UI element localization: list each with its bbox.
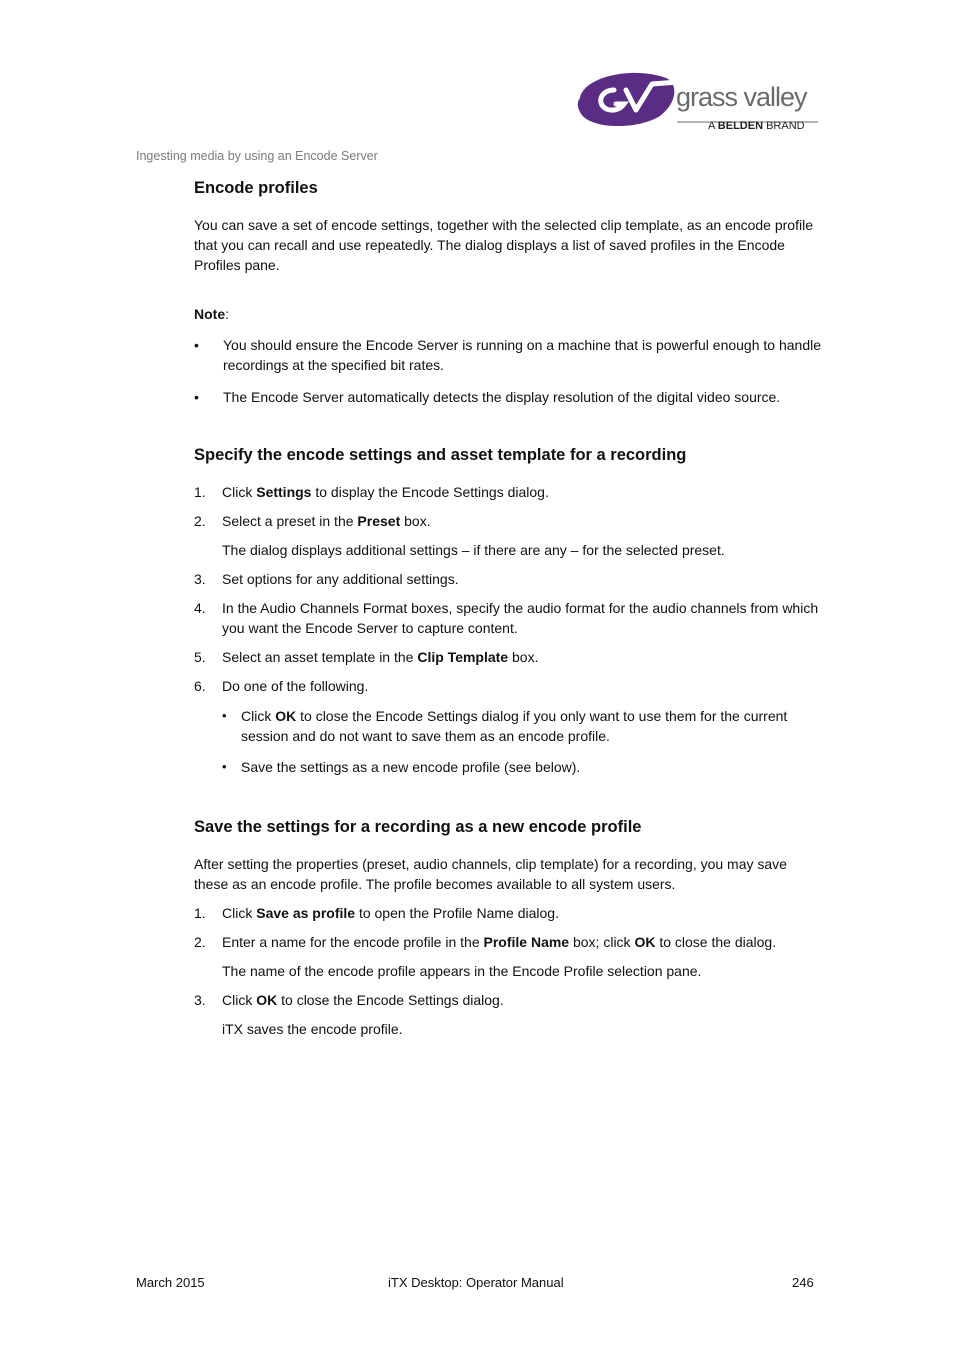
step-number: 1.	[194, 484, 206, 500]
step-number: 5.	[194, 649, 206, 665]
bullet-icon: •	[222, 759, 227, 774]
ui-term: OK	[634, 934, 656, 950]
section-intro: After setting the properties (preset, audio channels, clip template) for a recording, you may save these as an encode profile. The profile becomes available to all system users.	[194, 856, 787, 892]
tagline-prefix: A	[708, 120, 715, 132]
step-text-post: to close the dialog.	[655, 934, 777, 950]
note-list	[194, 335, 824, 407]
step-text-post: to open the Profile Name dialog.	[355, 905, 559, 921]
note-label-text: Note	[194, 306, 226, 322]
note-colon: :	[225, 306, 230, 322]
option-text-pre: Click	[241, 708, 276, 724]
footer-page-number: 246	[792, 1275, 814, 1290]
step-item	[194, 598, 824, 638]
intro-paragraph: You can save a set of encode settings, together with the selected clip template, as an encode profile that you can recall and use repeatedly. The dialog displays a list of saved profiles in the Encode Profiles pane.	[194, 217, 813, 273]
step-number: 3.	[194, 992, 206, 1008]
step-item	[194, 990, 824, 1039]
step-text: Do one of the following.	[222, 678, 369, 694]
step-number: 4.	[194, 600, 206, 616]
tagline-brand: BELDEN	[717, 120, 764, 132]
step-item	[194, 647, 824, 667]
step-result: The dialog displays additional settings – if there are any – for the selected preset.	[222, 542, 725, 558]
step-text-post: to close the Encode Settings dialog.	[277, 992, 504, 1008]
step-item	[194, 932, 824, 981]
heading-encode-profiles: Encode profiles	[194, 179, 318, 197]
step-number: 1.	[194, 905, 206, 921]
step-text-pre: Select an asset template in the	[222, 649, 418, 665]
option-text-post: to close the Encode Settings dialog if you only want to use them for the current session and do not want to save them as an encode profile.	[241, 708, 788, 744]
ui-term: Clip Template	[417, 649, 509, 665]
step-result: iTX saves the encode profile.	[222, 1021, 403, 1037]
tagline-suffix: BRAND	[766, 120, 805, 132]
ui-term: Save as profile	[256, 905, 356, 921]
footer-title: iTX Desktop: Operator Manual	[388, 1275, 564, 1290]
step-text-pre: Click	[222, 992, 257, 1008]
step-text-post: to display the Encode Settings dialog.	[311, 484, 549, 500]
step-text-pre: Click	[222, 905, 257, 921]
note-text: You should ensure the Encode Server is running on a machine that is powerful enough to handle recordings at the specified bit rates.	[223, 337, 822, 373]
list-item	[194, 335, 824, 375]
bullet-icon: •	[194, 337, 199, 353]
option-item	[222, 757, 824, 777]
brand-wordmark: grass valley	[676, 82, 807, 112]
page-body	[194, 176, 824, 1048]
ui-term: Settings	[256, 484, 312, 500]
ui-term: Profile Name	[483, 934, 570, 950]
step-result: The name of the encode profile appears in the Encode Profile selection pane.	[222, 963, 702, 979]
step-number: 2.	[194, 513, 206, 529]
step-number: 3.	[194, 571, 206, 587]
running-head: Ingesting media by using an Encode Server	[136, 149, 378, 163]
list-item	[194, 387, 824, 407]
option-text: Save the settings as a new encode profile (see below).	[241, 759, 581, 775]
step-number: 2.	[194, 934, 206, 950]
step-text-mid: box; click	[569, 934, 635, 950]
heading-specify-settings: Specify the encode settings and asset template for a recording	[194, 446, 687, 464]
step-text: Set options for any additional settings.	[222, 571, 459, 587]
step-text-pre: Enter a name for the encode profile in the	[222, 934, 484, 950]
step-text-pre: Click	[222, 484, 257, 500]
brand-tagline	[708, 120, 805, 132]
footer-date: March 2015	[136, 1275, 205, 1290]
grass-valley-logo	[574, 68, 824, 136]
bullet-icon: •	[222, 708, 227, 723]
step-text-pre: Select a preset in the	[222, 513, 358, 529]
step-list	[194, 903, 824, 1039]
ui-term: OK	[275, 708, 297, 724]
bullet-icon: •	[194, 389, 199, 405]
step-text: In the Audio Channels Format boxes, specify the audio format for the audio channels from which you want the Encode Server to capture content.	[222, 600, 819, 636]
option-item	[222, 706, 824, 746]
ui-term: Preset	[357, 513, 401, 529]
note-label	[194, 304, 824, 324]
step-number: 6.	[194, 678, 206, 694]
note-text: The Encode Server automatically detects the display resolution of the digital video source.	[223, 389, 781, 405]
option-list	[222, 706, 824, 777]
step-item	[194, 569, 824, 589]
step-item	[194, 482, 824, 502]
step-list	[194, 482, 824, 777]
ui-term: OK	[256, 992, 278, 1008]
step-text-post: box.	[508, 649, 539, 665]
step-item	[194, 903, 824, 923]
step-text-post: box.	[400, 513, 431, 529]
step-item	[194, 511, 824, 560]
heading-save-profile: Save the settings for a recording as a new encode profile	[194, 818, 642, 836]
step-item	[194, 676, 824, 777]
